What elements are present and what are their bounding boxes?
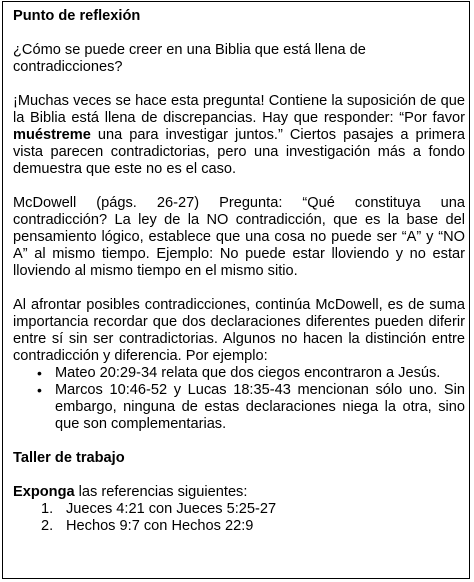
list-item-text: Hechos 9:7 con Hechos 22:9 [66,518,254,534]
spacer [13,433,465,450]
box-content [13,8,465,535]
list-item-text: Jueces 4:21 con Jueces 5:25-27 [66,501,277,517]
list-item-text: Mateo 20:29-34 relata que dos ciegos encontraron a Jesús. [55,365,441,381]
paragraph-differences: Al afrontar posibles contradicciones, continúa McDowell, es de suma importancia recordar que dos declaraciones diferentes pueden diferir entre sí sin ser contradictorias. Algunos no hacen la distinción entre contradicción y diferencia. Por ejemplo: [13,297,465,364]
spacer [13,25,465,42]
list-item [13,501,465,518]
workshop-intro-bold: Exponga [13,484,75,500]
spacer [13,76,465,93]
references-list [13,501,465,535]
question-text: ¿Cómo se puede creer en una Biblia que está llena de contradicciones? [13,42,366,75]
list-number: 2. [41,518,54,534]
list-item [13,365,465,382]
examples-list [13,365,465,433]
paragraph-answer-bold: muéstreme [13,127,91,143]
list-number: 1. [41,501,54,517]
workshop-heading: Taller de trabajo [13,450,125,466]
workshop-intro-rest: las referencias siguientes: [74,484,248,500]
bullet-icon: • [37,365,42,381]
paragraph-answer-end: una para investigar juntos.” Ciertos pasajes a primera vista parecen contradictorias, pero una investigación más a fondo demuestra que este no es el caso. [13,127,465,177]
bullet-icon: • [37,382,42,398]
reflection-box [2,1,470,579]
list-item-text: Marcos 10:46-52 y Lucas 18:35-43 mencionan sólo uno. Sin embargo, ninguna de estas declaraciones niega la otra, sino que son complementarias. [55,382,465,432]
list-item [13,382,465,433]
workshop-intro [13,484,465,501]
spacer [13,467,465,484]
paragraph-answer [13,93,465,178]
list-item [13,518,465,535]
paragraph-answer-start: ¡Muchas veces se hace esta pregunta! Contiene la suposición de que la Biblia está llena de discrepancias. Hay que responder: “Por favor [13,93,465,126]
section-heading: Punto de reflexión [13,8,141,24]
paragraph-mcdowell: McDowell (págs. 26-27) Pregunta: “Qué constituya una contradicción? La ley de la NO contradicción, que es la base del pensamiento lógico, establece que una cosa no puede ser “A” y “NO A” al mismo tiempo. Ejemplo: No puede estar lloviendo y no estar lloviendo al mismo tiempo en el mismo sitio. [13,195,465,279]
spacer [13,178,465,195]
spacer [13,280,465,297]
